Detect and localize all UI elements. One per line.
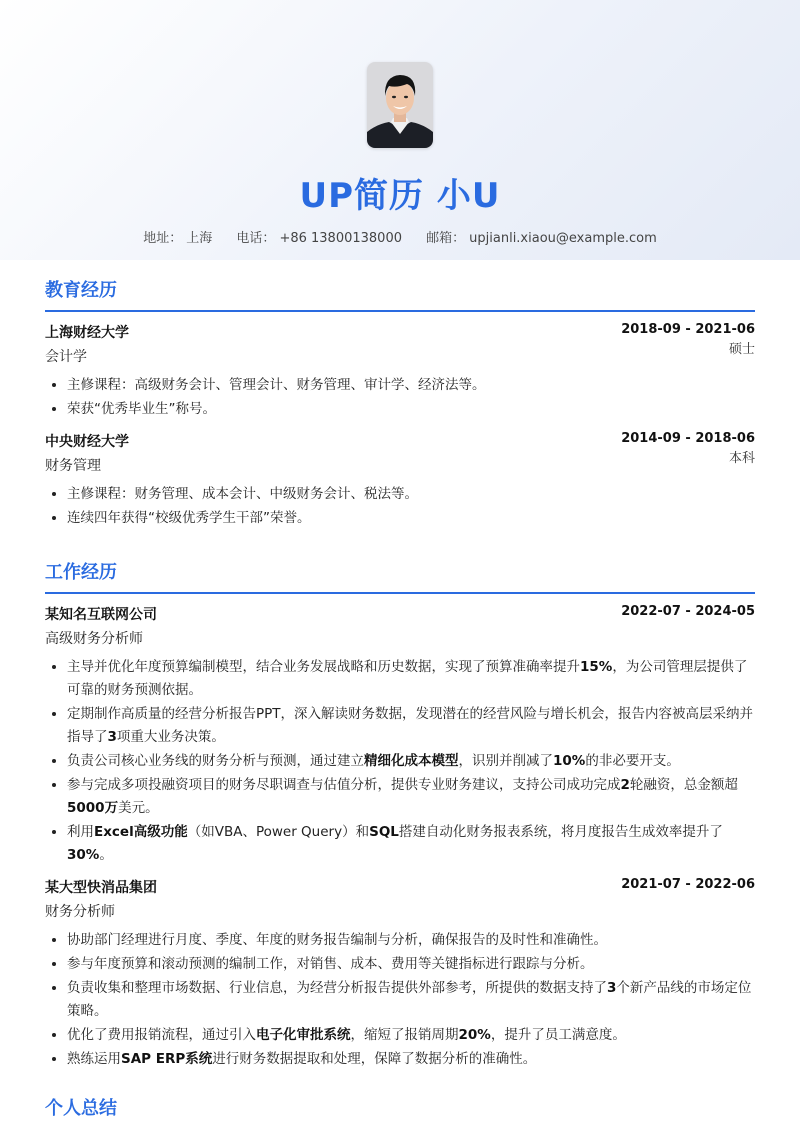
degree: 硕士	[728, 342, 755, 357]
list-item: • 连续四年获得“校级优秀学生干部”荣誉。	[67, 507, 755, 530]
list-item: • 熟练运用SAP ERP系统进行财务数据提取和处理，保障了数据分析的准确性。	[67, 1048, 755, 1071]
date-range: 2018-09 - 2021-06	[621, 322, 755, 337]
highlight-text: 10%	[553, 753, 586, 769]
highlight-text: 精细化成本模型	[364, 753, 459, 769]
list-item: • 参与年度预算和滚动预测的编制工作，对销售、成本、费用等关键指标进行跟踪与分析。	[67, 953, 755, 976]
contact-address: 地址： 上海	[143, 231, 213, 246]
major: 会计学	[45, 349, 87, 365]
degree: 本科	[728, 451, 755, 466]
bullet-list	[45, 656, 755, 867]
work-entry	[45, 604, 755, 867]
summary-section	[45, 1094, 755, 1128]
highlight-text: SAP ERP系统	[121, 1051, 213, 1067]
work-entry	[45, 877, 755, 1071]
education-entry	[45, 431, 755, 530]
education-entry	[45, 322, 755, 421]
work-section	[45, 558, 755, 1072]
highlight-text: 电子化审批系统	[256, 1027, 351, 1043]
job-title: 财务分析师	[45, 904, 115, 920]
highlight-text: 15%	[580, 659, 613, 675]
date-range: 2022-07 - 2024-05	[621, 604, 755, 619]
company-name: 某大型快消品集团	[45, 880, 157, 896]
highlight-text: 5000万	[67, 800, 119, 816]
school-name: 上海财经大学	[45, 325, 129, 341]
list-item: • 优化了费用报销流程，通过引入电子化审批系统，缩短了报销周期20%，提升了员工满意度。	[67, 1024, 755, 1047]
list-item: • 协助部门经理进行月度、季度、年度的财务报告编制与分析，确保报告的及时性和准确性。	[67, 929, 755, 952]
contact-email: 邮箱： upjianli.xiaou@example.com	[426, 231, 657, 246]
highlight-text: 30%	[67, 847, 100, 863]
contact-phone: 电话： +86 13800138000	[236, 231, 402, 246]
company-name: 某知名互联网公司	[45, 607, 157, 623]
candidate-name: UP简历 小U	[299, 176, 501, 216]
job-title: 高级财务分析师	[45, 631, 143, 647]
list-item: • 利用Excel高级功能（如VBA、Power Query）和SQL搭建自动化财务报表系统，将月度报告生成效率提升了30%。	[67, 821, 755, 867]
list-item: • 负责公司核心业务线的财务分析与预测，通过建立精细化成本模型，识别并削减了10%的非必要开支。	[67, 750, 755, 773]
avatar	[367, 62, 433, 148]
list-item: • 定期制作高质量的经营分析报告PPT，深入解读财务数据，发现潜在的经营风险与增长机会，报告内容被高层采纳并指导了3项重大业务决策。	[67, 703, 755, 749]
section-title: 个人总结	[45, 1098, 117, 1119]
highlight-text: 20%	[458, 1027, 491, 1043]
highlight-text: Excel高级功能	[94, 824, 188, 840]
date-range: 2014-09 - 2018-06	[621, 431, 755, 446]
bullet-list	[45, 483, 755, 530]
resume-header	[0, 0, 800, 260]
list-item: • 负责收集和整理市场数据、行业信息，为经营分析报告提供外部参考，所提供的数据支持了3个新产品线的市场定位策略。	[67, 977, 755, 1023]
contact-info	[0, 227, 800, 246]
bullet-list	[45, 374, 755, 421]
section-title: 教育经历	[45, 276, 755, 312]
list-item: • 荣获“优秀毕业生”称号。	[67, 398, 755, 421]
major: 财务管理	[45, 458, 101, 474]
school-name: 中央财经大学	[45, 434, 129, 450]
bullet-list	[45, 929, 755, 1071]
highlight-text: 3	[107, 729, 117, 745]
list-item: • 主导并优化年度预算编制模型，结合业务发展战略和历史数据，实现了预算准确率提升15%，为公司管理层提供了可靠的财务预测依据。	[67, 656, 755, 702]
highlight-text: SQL	[369, 824, 399, 840]
list-item: • 参与完成多项投融资项目的财务尽职调查与估值分析，提供专业财务建议，支持公司成功完成2轮融资，总金额超5000万美元。	[67, 774, 755, 820]
highlight-text: 3	[607, 980, 617, 996]
education-section	[45, 276, 755, 531]
list-item: • 主修课程：高级财务会计、管理会计、财务管理、审计学、经济法等。	[67, 374, 755, 397]
date-range: 2021-07 - 2022-06	[621, 877, 755, 892]
highlight-text: 2	[620, 777, 630, 793]
list-item: • 主修课程：财务管理、成本会计、中级财务会计、税法等。	[67, 483, 755, 506]
section-title: 工作经历	[45, 558, 755, 594]
portrait-photo	[367, 62, 433, 148]
